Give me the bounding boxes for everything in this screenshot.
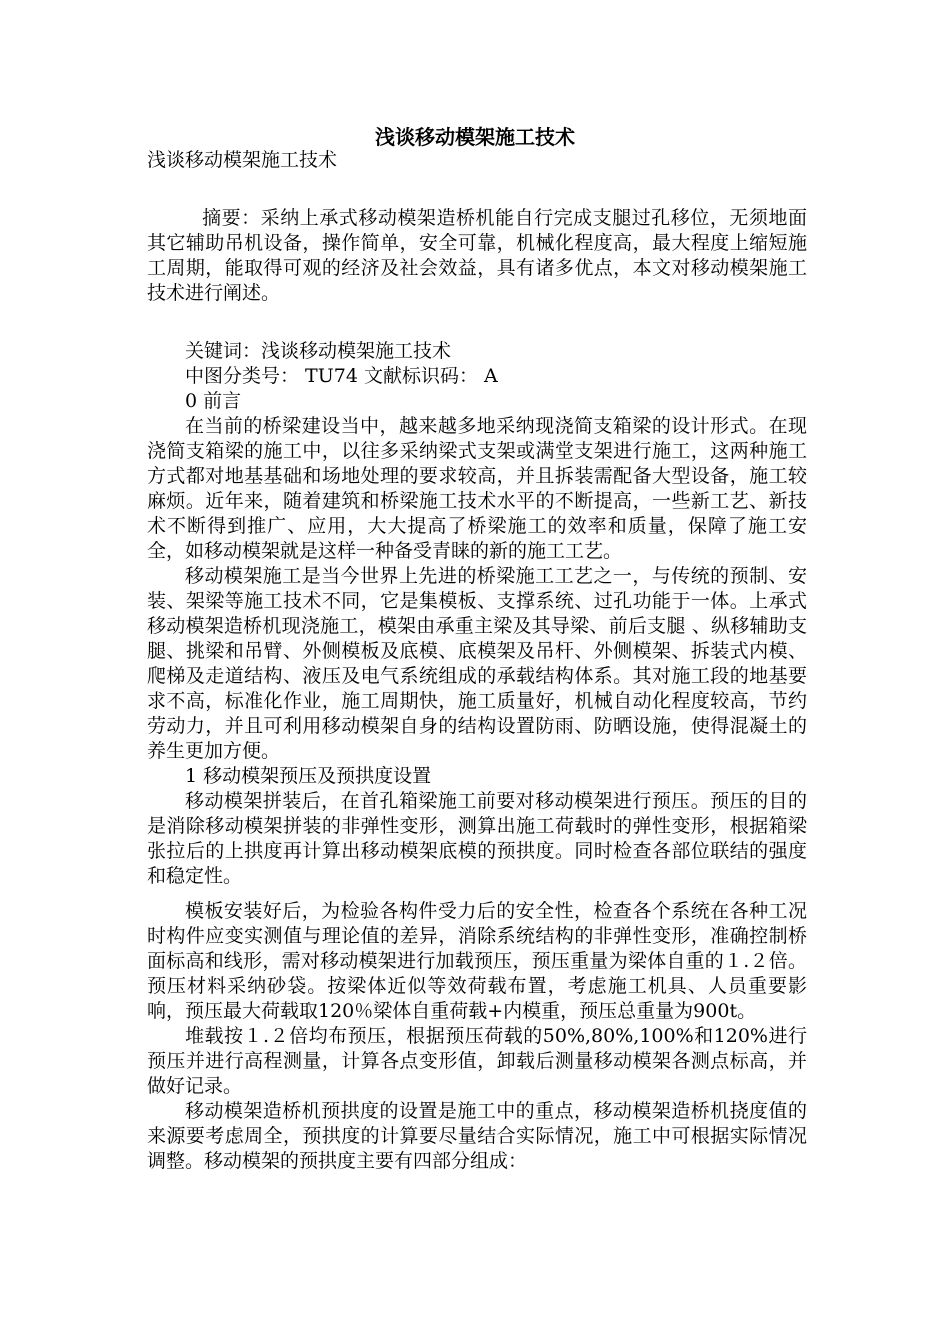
body-paragraph: 堆载按１.２倍均布预压，根据预压荷载的50%,80%,100%和120%进行预压并进行高程测量，计算各点变形值，卸载后测量移动模架各测点标高，并做好记录。 — [147, 1025, 807, 1097]
keywords-line: 关键词：浅谈移动模架施工技术 — [185, 340, 452, 362]
spacer — [147, 173, 807, 198]
section-heading-0: 0 前言 — [185, 390, 242, 412]
body-paragraph: 移动模架拼装后，在首孔箱梁施工前要对移动模架进行预压。预压的目的是消除移动模架拼装的非弹性变形，测算出施工荷载时的弹性变形，根据箱梁张拉后的上拱度再计算出移动模架底模的预拱度。同时检查各部位联结的强度和稳定性。 — [147, 790, 807, 887]
spacer — [147, 306, 807, 331]
body-paragraph: 模板安装好后，为检验各构件受力后的安全性，检查各个系统在各种工况时构件应变实测值与理论值的差异，消除系统结构的非弹性变形，准确控制桥面标高和线形，需对移动模架进行加载预压，预压重量为梁体自重的１.２倍。预压材料采纳砂袋。按梁体近似等效荷载布置，考虑施工机具、人员重要影响，预压最大荷载取120％梁体自重荷载+内模重，预压总重量为900t。 — [147, 900, 807, 1022]
spacer — [147, 198, 807, 206]
classification-line: 中图分类号： TU74 文献标识码： A — [185, 365, 498, 387]
document-title: 浅谈移动模架施工技术 — [375, 125, 575, 149]
spacer — [147, 331, 807, 339]
document-subtitle: 浅谈移动模架施工技术 — [147, 149, 338, 171]
spacer — [147, 889, 807, 899]
body-paragraph: 在当前的桥梁建设当中，越来越多地采纳现浇简支箱梁的设计形式。在现浇简支箱梁的施工中，以往多采纳梁式支架或满堂支架进行施工，这两种施工方式都对地基基础和场地处理的要求较高，并且拆装需配备大型设备，施工较麻烦。近年来，随着建筑和桥梁施工技术水平的不断提高，一些新工艺、新技术不断得到推广、应用，大大提高了桥梁施工的效率和质量，保障了施工安全，如移动模架就是这样一种备受青睐的新的施工工艺。 — [147, 415, 807, 562]
body-paragraph: 移动模架造桥机预拱度的设置是施工中的重点，移动模架造桥机挠度值的来源要考虑周全，预拱度的计算要尽量结合实际情况，施工中可根据实际情况调整。移动模架的预拱度主要有四部分组成： — [147, 1100, 807, 1172]
section-heading-1: 1 移动模架预压及预拱度设置 — [185, 765, 432, 787]
abstract-paragraph: 摘要：采纳上承式移动模架造桥机能自行完成支腿过孔移位，无须地面其它辅助吊机设备，操作简单，安全可靠，机械化程度高，最大程度上缩短施工周期，能取得可观的经济及社会效益，具有诸多优点，本文对移动模架施工技术进行阐述。 — [147, 207, 807, 304]
document-body — [147, 148, 807, 1174]
body-paragraph: 移动模架施工是当今世界上先进的桥梁施工工艺之一，与传统的预制、安装、架梁等施工技术不同，它是集模板、支撑系统、过孔功能于一体。上承式移动模架造桥机现浇施工，模架由承重主梁及其导梁、前后支腿 、纵移辅助支腿、挑梁和吊臂、外侧模板及底模、底模架及吊杆、外侧模架、拆装式内模、爬梯及走道结构、液压及电气系统组成的承载结构体系。其对施工段的地基要求不高，标准化作业，施工周期快，施工质量好，机械自动化程度较高，节约劳动力，并且可利用移动模架自身的结构设置防雨、防晒设施，使得混凝土的养生更加方便。 — [147, 565, 807, 762]
